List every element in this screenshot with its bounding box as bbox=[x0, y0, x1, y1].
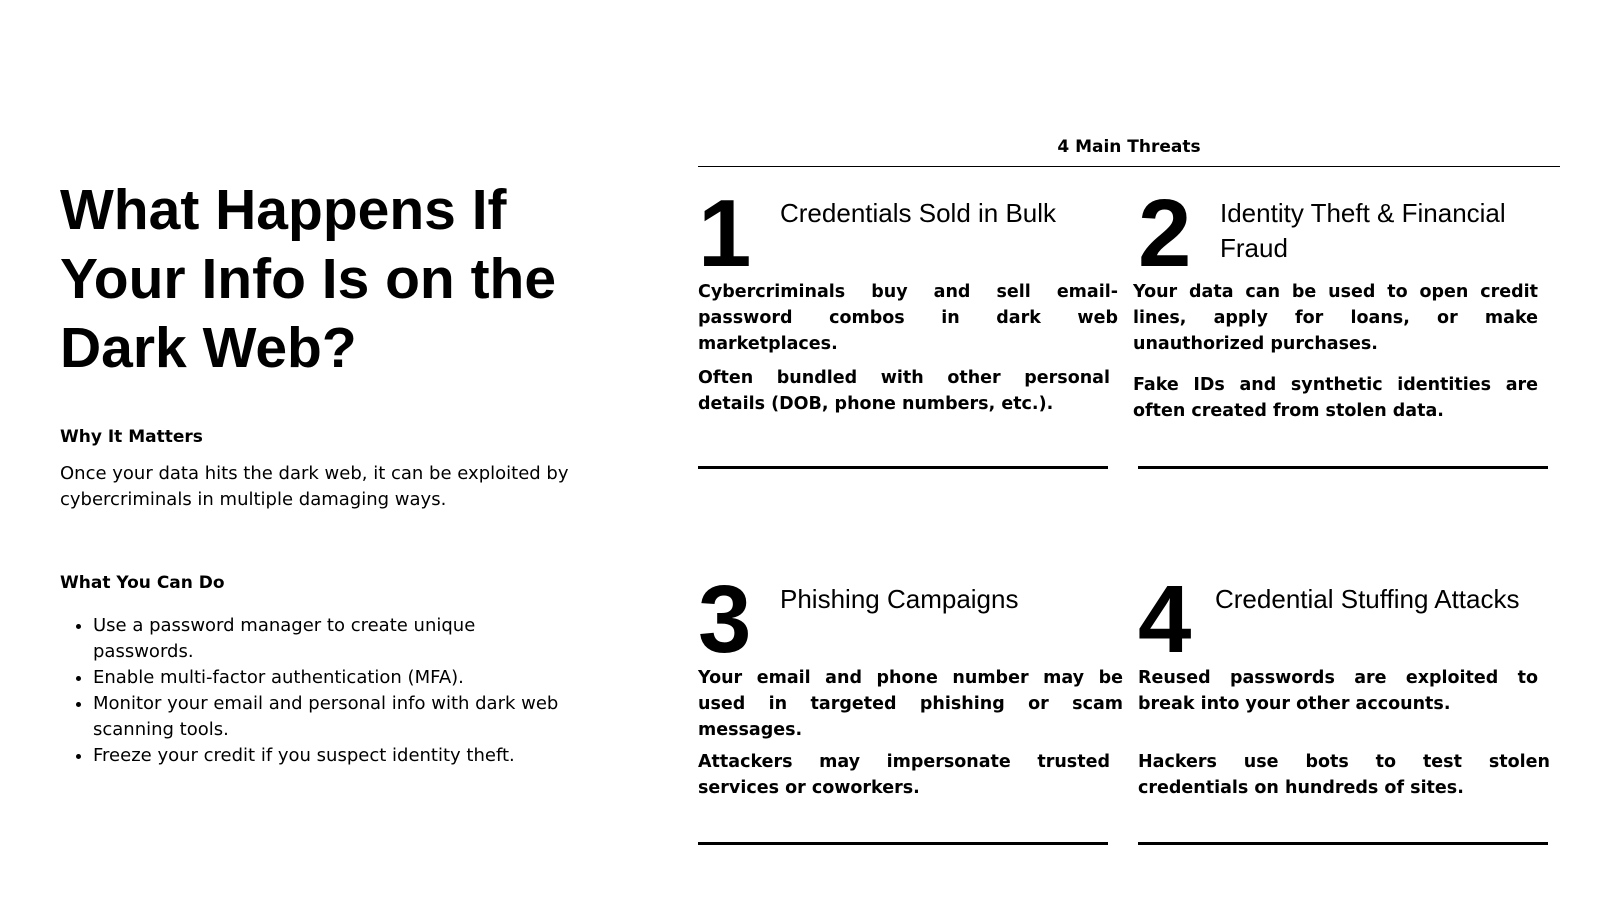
threat-divider bbox=[1138, 466, 1548, 469]
threat-text: Your data can be used to open credit lines, apply for loans, or make unauthorized purchases. bbox=[1133, 282, 1538, 354]
threat-text: Your email and phone number may be used in targeted phishing or scam messages. bbox=[698, 668, 1123, 740]
threat-text: Fake IDs and synthetic identities are often created from stolen data. bbox=[1133, 375, 1538, 421]
threats-title: 4 Main Threats bbox=[1057, 137, 1201, 157]
threat-heading: Identity Theft & Financial Fraud bbox=[1220, 198, 1506, 263]
why-text: Once your data hits the dark web, it can be exploited by cybercriminals in multiple damaging ways. bbox=[60, 463, 569, 510]
threat-text: Attackers may impersonate trusted services or coworkers. bbox=[698, 752, 1110, 798]
threat-number: 1 bbox=[698, 180, 752, 287]
list-item: • Freeze your credit if you suspect identity theft. bbox=[93, 743, 563, 769]
threat-heading: Credential Stuffing Attacks bbox=[1215, 584, 1520, 614]
list-item: • Use a password manager to create unique passwords. bbox=[93, 613, 563, 665]
threat-text: Often bundled with other personal details (DOB, phone numbers, etc.). bbox=[698, 368, 1110, 414]
threat-divider bbox=[1138, 842, 1548, 845]
threat-text: Cybercriminals buy and sell email-password combos in dark web marketplaces. bbox=[698, 282, 1118, 354]
threat-divider bbox=[698, 842, 1108, 845]
threat-heading: Credentials Sold in Bulk bbox=[780, 198, 1057, 228]
threat-number: 4 bbox=[1138, 566, 1192, 673]
threat-number: 3 bbox=[698, 566, 752, 673]
list-item: • Monitor your email and personal info with dark web scanning tools. bbox=[93, 691, 563, 743]
actions-heading: What You Can Do bbox=[60, 573, 225, 593]
threats-divider bbox=[698, 166, 1560, 167]
threat-text: Hackers use bots to test stolen credentials on hundreds of sites. bbox=[1138, 752, 1550, 798]
page-title: What Happens If Your Info Is on the Dark Web? bbox=[60, 178, 557, 380]
threat-divider bbox=[698, 466, 1108, 469]
threat-text: Reused passwords are exploited to break into your other accounts. bbox=[1138, 668, 1538, 714]
threat-number: 2 bbox=[1138, 180, 1192, 287]
threat-heading: Phishing Campaigns bbox=[780, 584, 1019, 614]
why-heading: Why It Matters bbox=[60, 427, 203, 447]
actions-list bbox=[60, 613, 563, 769]
list-item: • Enable multi-factor authentication (MFA). bbox=[93, 665, 563, 691]
